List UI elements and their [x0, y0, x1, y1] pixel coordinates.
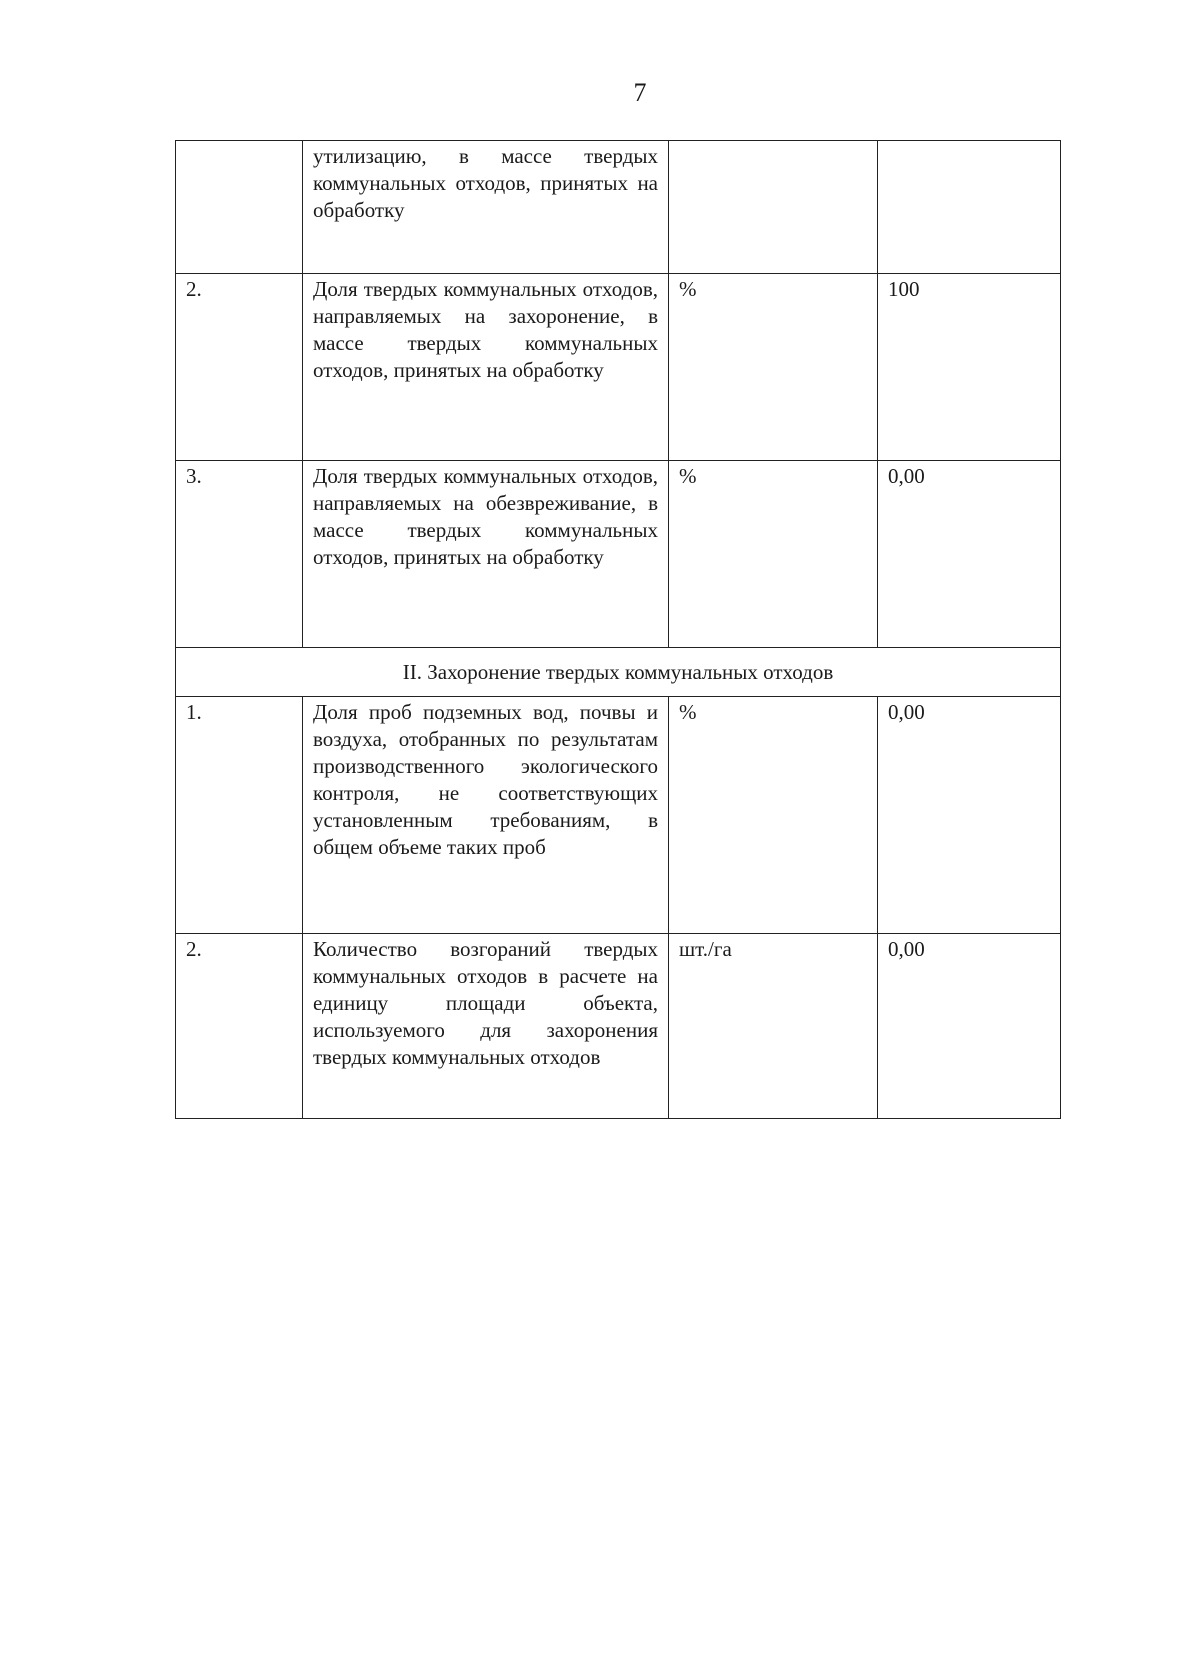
- row-number: [176, 141, 303, 274]
- row-number: 2.: [176, 274, 303, 461]
- indicator-name: Количество возгораний твердых коммунальных отходов в расчете на единицу площади объекта, используемого для захоронения твердых коммунальных отходов: [303, 934, 669, 1119]
- indicator-name: утилизацию, в массе твердых коммунальных отходов, принятых на обработку: [303, 141, 669, 274]
- table-row: [176, 141, 1061, 274]
- section-title: II. Захоронение твердых коммунальных отходов: [176, 648, 1061, 697]
- table-row: [176, 274, 1061, 461]
- page-number: 7: [633, 78, 647, 107]
- indicator-name: Доля твердых коммунальных отходов, направляемых на обезвреживание, в массе твердых коммунальных отходов, принятых на обработку: [303, 461, 669, 648]
- indicators-table: [175, 140, 1061, 1119]
- unit-cell: %: [669, 461, 878, 648]
- table-row: [176, 461, 1061, 648]
- table-row: [176, 697, 1061, 934]
- unit-cell: %: [669, 274, 878, 461]
- value-cell: 0,00: [878, 697, 1061, 934]
- indicator-name: Доля твердых коммунальных отходов, направляемых на захоронение, в массе твердых коммунальных отходов, принятых на обработку: [303, 274, 669, 461]
- row-number: 2.: [176, 934, 303, 1119]
- row-number: 3.: [176, 461, 303, 648]
- unit-cell: шт./га: [669, 934, 878, 1119]
- unit-cell: [669, 141, 878, 274]
- section-header-row: [176, 648, 1061, 697]
- row-number: 1.: [176, 697, 303, 934]
- value-cell: 100: [878, 274, 1061, 461]
- value-cell: 0,00: [878, 461, 1061, 648]
- value-cell: 0,00: [878, 934, 1061, 1119]
- unit-cell: %: [669, 697, 878, 934]
- table-row: [176, 934, 1061, 1119]
- indicator-name: Доля проб подземных вод, почвы и воздуха, отобранных по результатам производственного экологического контроля, не соответствующих установленным требованиям, в общем объеме таких проб: [303, 697, 669, 934]
- value-cell: [878, 141, 1061, 274]
